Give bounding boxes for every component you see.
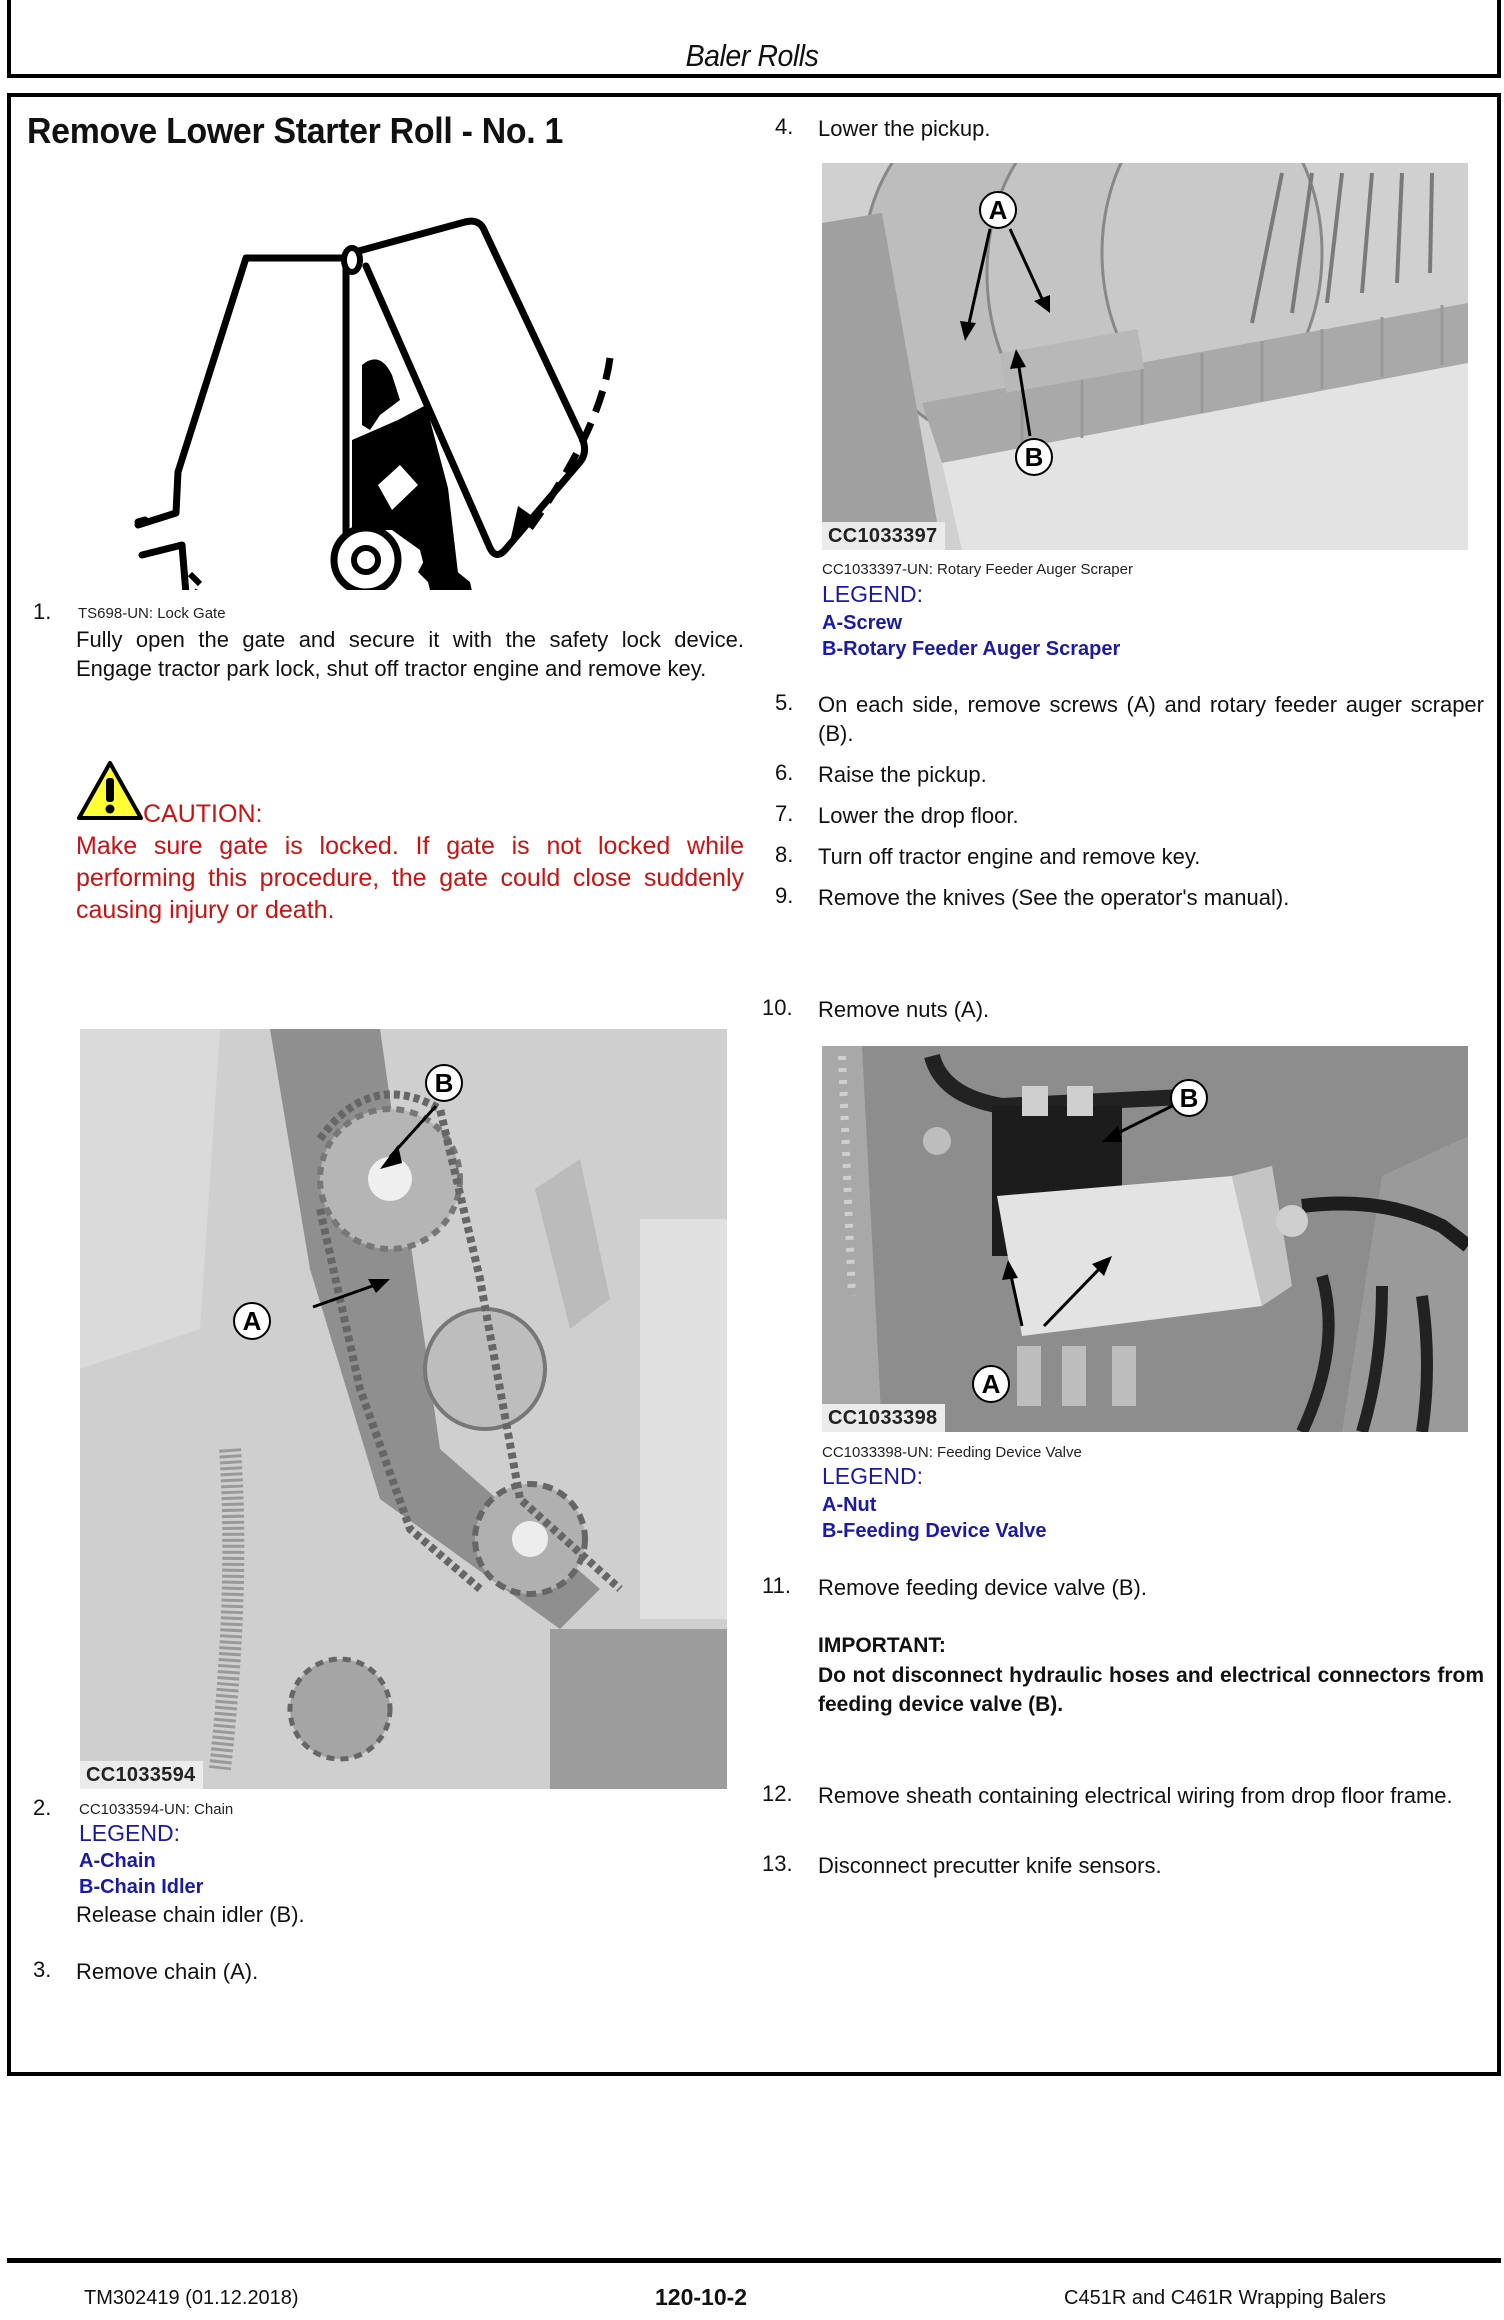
feeding-valve-photo-icon — [822, 1046, 1468, 1432]
step-1-text: Fully open the gate and secure it with the safety lock device. Engage tractor park lock, shut off tractor engine and remove key. — [76, 627, 744, 681]
step-11-text: Remove feeding device valve (B). — [818, 1575, 1147, 1600]
figure-id-label: CC1033397 — [822, 522, 945, 550]
step-2-text: Release chain idler (B). — [76, 1902, 305, 1927]
caution-label: CAUTION: — [143, 800, 263, 828]
chain-photo — [80, 1029, 727, 1789]
footer-page-number: 120-10-2 — [655, 2284, 748, 2310]
figure-4-legend-title: LEGEND: — [822, 1463, 923, 1489]
callout-a: A — [972, 1365, 1010, 1403]
step-3-number: 3. — [33, 1957, 52, 1982]
callout-a: A — [979, 191, 1017, 229]
step-10-number: 10. — [762, 995, 793, 1020]
step-13-number: 13. — [762, 1851, 793, 1876]
rotary-feeder-photo — [822, 163, 1468, 550]
figure-3-legend-item-a: A-Screw — [822, 612, 903, 634]
step-2-figure-caption: CC1033594-UN: Chain — [79, 1801, 234, 1818]
figure-id-label: CC1033594 — [80, 1761, 203, 1789]
rotary-feeder-auger-photo-icon — [822, 163, 1468, 550]
figure-4-legend-item-a: A-Nut — [822, 1494, 877, 1516]
step-1-number: 1. — [33, 599, 52, 624]
step-8-number: 8. — [775, 842, 794, 867]
step-7-text: Lower the drop floor. — [818, 803, 1019, 828]
important-label: IMPORTANT: — [818, 1634, 946, 1657]
callout-a: A — [233, 1302, 271, 1340]
step-2-number: 2. — [33, 1795, 52, 1820]
callout-b: B — [1015, 438, 1053, 476]
callout-b: B — [1170, 1079, 1208, 1117]
step-6-number: 6. — [775, 760, 794, 785]
footer-document-id: TM302419 (01.12.2018) — [84, 2287, 299, 2309]
figure-3-caption: CC1033397-UN: Rotary Feeder Auger Scraper — [822, 561, 1133, 578]
step-2-legend-title: LEGEND: — [79, 1820, 180, 1846]
figure-3-legend-title: LEGEND: — [822, 581, 923, 607]
step-6-text: Raise the pickup. — [818, 762, 987, 787]
step-4-number: 4. — [775, 114, 794, 139]
step-2-legend-item-a: A-Chain — [79, 1850, 156, 1872]
figure-4-caption: CC1033398-UN: Feeding Device Valve — [822, 1444, 1082, 1461]
feeding-device-valve-photo — [822, 1046, 1468, 1432]
step-5-text: On each side, remove screws (A) and rotary feeder auger scraper (B). — [818, 692, 1484, 746]
footer-product-name: C451R and C461R Wrapping Balers — [1064, 2287, 1387, 2309]
step-9-number: 9. — [775, 883, 794, 908]
step-1-figure-caption: TS698-UN: Lock Gate — [78, 605, 226, 622]
figure-id-label: CC1033398 — [822, 1404, 945, 1432]
callout-b: B — [425, 1064, 463, 1102]
page-header-title: Baler Rolls — [685, 38, 819, 73]
warning-triangle-icon — [76, 760, 144, 822]
step-7-number: 7. — [775, 801, 794, 826]
lock-gate-illustration — [130, 210, 670, 590]
section-title: Remove Lower Starter Roll - No. 1 — [27, 110, 564, 151]
step-5-number: 5. — [775, 690, 794, 715]
step-4-text: Lower the pickup. — [818, 116, 991, 141]
chain-drive-photo-icon — [80, 1029, 727, 1789]
caution-text: Make sure gate is locked. If gate is not locked while performing this procedure, the gate could close suddenly causing injury or death. — [76, 832, 744, 924]
figure-4-legend-item-b: B-Feeding Device Valve — [822, 1520, 1047, 1542]
baler-gate-drawing-icon — [130, 210, 670, 590]
step-13-text: Disconnect precutter knife sensors. — [818, 1853, 1162, 1878]
important-text: Do not disconnect hydraulic hoses and electrical connectors from feeding device valve (B). — [818, 1664, 1484, 1716]
step-12-number: 12. — [762, 1781, 793, 1806]
step-10-text: Remove nuts (A). — [818, 997, 990, 1022]
step-2-legend-item-b: B-Chain Idler — [79, 1876, 204, 1898]
step-12-text: Remove sheath containing electrical wiring from drop floor frame. — [818, 1783, 1453, 1808]
step-11-number: 11. — [762, 1573, 791, 1598]
step-3-text: Remove chain (A). — [76, 1959, 259, 1984]
footer-divider — [7, 2258, 1501, 2263]
figure-3-legend-item-b: B-Rotary Feeder Auger Scraper — [822, 638, 1121, 660]
step-8-text: Turn off tractor engine and remove key. — [818, 844, 1201, 869]
step-9-text: Remove the knives (See the operator's manual). — [818, 885, 1290, 910]
